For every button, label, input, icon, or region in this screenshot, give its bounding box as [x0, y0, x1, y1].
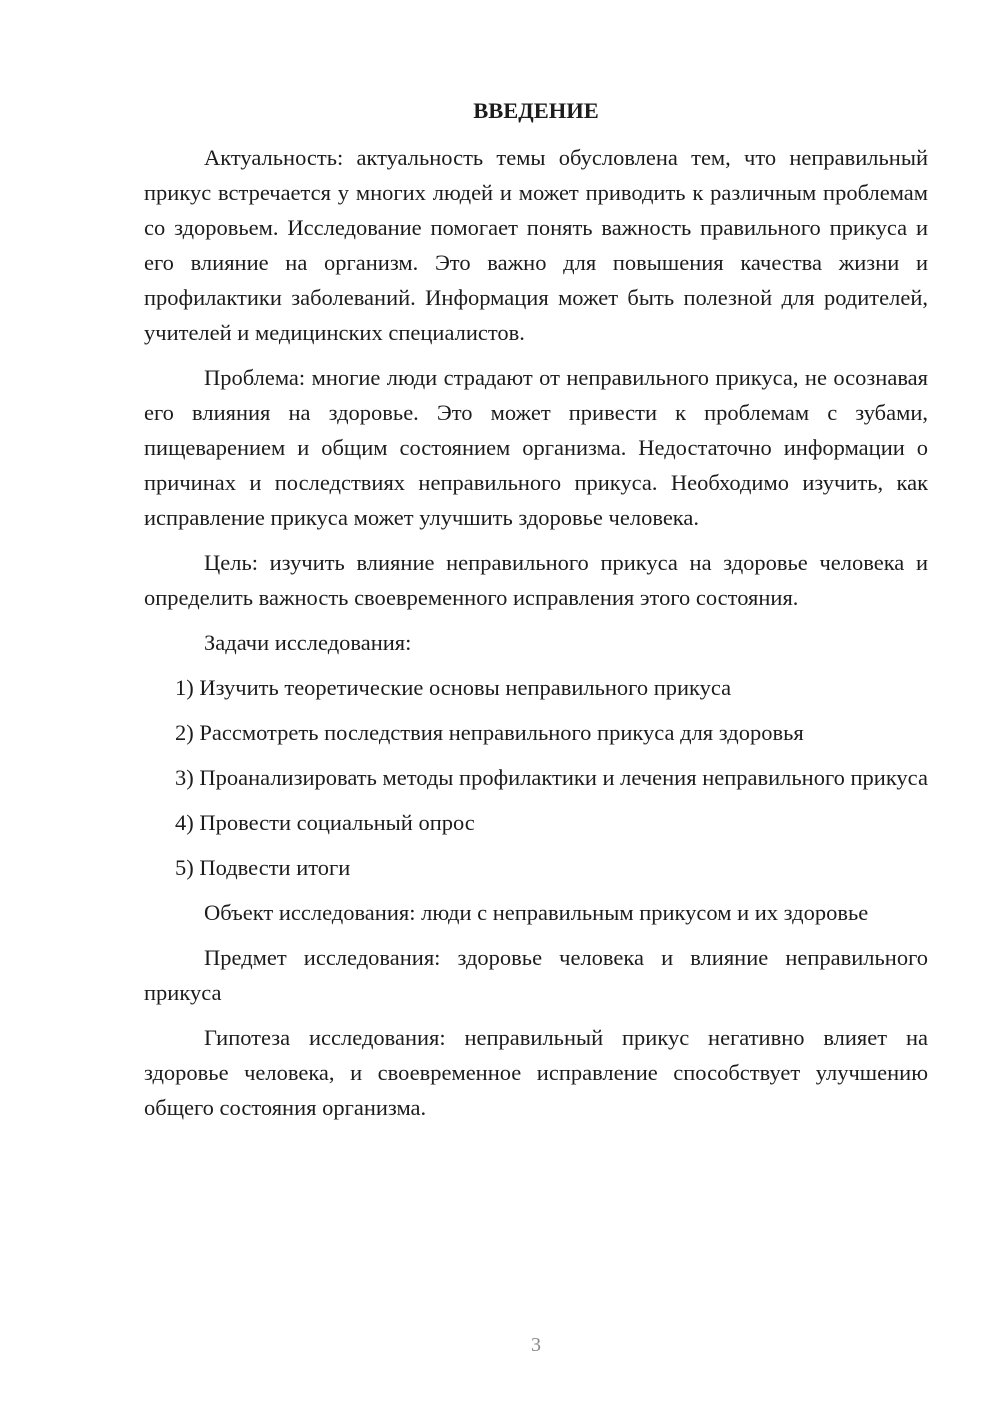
paragraph-subject: Предмет исследования: здоровье человека и влияние неправильного прикуса	[144, 945, 928, 1005]
paragraph-goal: Цель: изучить влияние неправильного прикуса на здоровье человека и определить важность своевременного исправления этого состояния.	[144, 550, 928, 610]
task-item-5: 5) Подвести итоги	[175, 855, 351, 880]
page-number: 3	[531, 1334, 541, 1356]
task-item-2: 2) Рассмотреть последствия неправильного прикуса для здоровья	[175, 720, 804, 745]
paragraph-problem: Проблема: многие люди страдают от неправильного прикуса, не осознавая его влияния на здоровье. Это может привести к проблемам с зубами, пищеварением и общим состоянием организма. Недостаточно информации о причинах и последствиях неправильного прикуса. Необходимо изучить, как исправление прикуса может улучшить здоровье человека.	[144, 365, 928, 530]
document-body	[144, 96, 928, 1135]
paragraph-tasks-heading: Задачи исследования:	[204, 630, 412, 655]
task-item-4: 4) Провести социальный опрос	[175, 810, 475, 835]
task-item-1: 1) Изучить теоретические основы неправильного прикуса	[175, 675, 732, 700]
paragraph-relevance: Актуальность: актуальность темы обусловлена тем, что неправильный прикус встречается у многих людей и может приводить к различным проблемам со здоровьем. Исследование помогает понять важность правильного прикуса и его влияние на организм. Это важно для повышения качества жизни и профилактики заболеваний. Информация может быть полезной для родителей, учителей и медицинских специалистов.	[144, 145, 928, 345]
page-title: ВВЕДЕНИЕ	[473, 98, 599, 123]
paragraph-object: Объект исследования: люди с неправильным прикусом и их здоровье	[204, 900, 869, 925]
paragraph-hypothesis: Гипотеза исследования: неправильный прикус негативно влияет на здоровье человека, и своевременное исправление способствует улучшению общего состояния организма.	[144, 1025, 928, 1120]
task-item-3: 3) Проанализировать методы профилактики и лечения неправильного прикуса	[175, 765, 928, 790]
